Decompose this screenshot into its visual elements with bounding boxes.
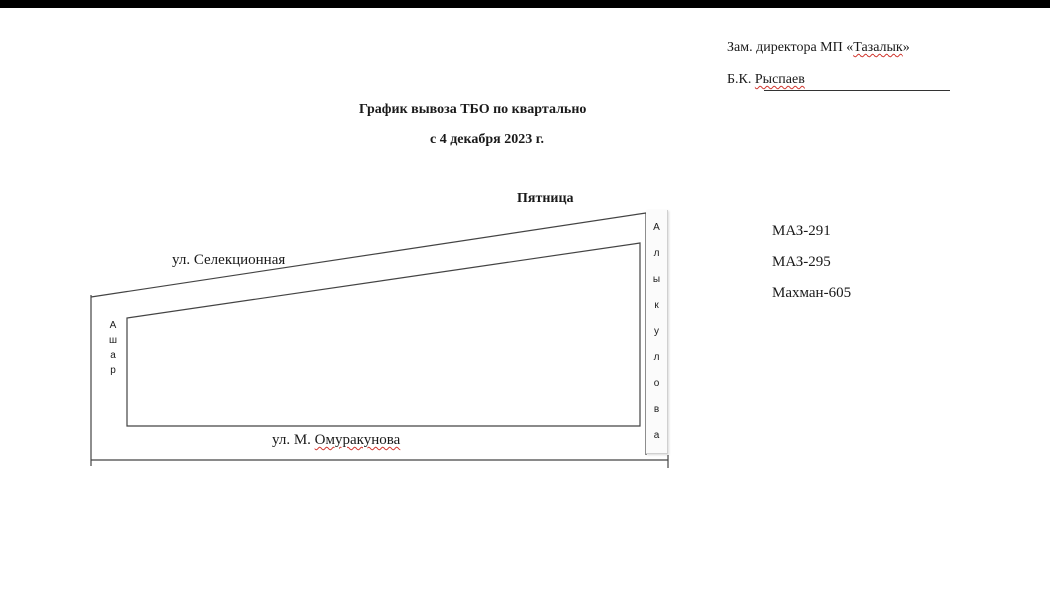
vertical-letter: л	[653, 247, 660, 259]
street-label-ashar-vertical	[106, 318, 120, 378]
street-label-omurakunova	[272, 432, 400, 449]
approval-role-prefix: Зам. директора МП «	[727, 40, 854, 55]
vehicle-item: Махман-605	[772, 285, 852, 301]
approval-company-name: Тазалык	[853, 40, 903, 55]
outer-street-border	[91, 213, 646, 455]
vertical-letter: л	[653, 352, 660, 364]
inner-block	[127, 243, 640, 426]
approval-surname: Рыспаев	[754, 72, 805, 87]
vehicle-item: МАЗ-295	[772, 254, 831, 270]
approval-initials: Б.К.	[727, 72, 755, 87]
vertical-letter: у	[654, 325, 659, 337]
vertical-letter: А	[653, 221, 660, 233]
vertical-letter: о	[653, 378, 660, 390]
vertical-letter: р	[110, 365, 116, 376]
street-label-alykulova-vertical	[646, 210, 668, 454]
street-bottom-name: Омуракунова	[314, 432, 401, 448]
vertical-letter: ш	[108, 335, 118, 346]
street-bottom-prefix: ул. М.	[272, 432, 315, 448]
vertical-letter: а	[653, 430, 660, 442]
vertical-letter: ы	[652, 273, 661, 285]
schedule-date: с 4 декабря 2023 г.	[430, 132, 545, 147]
vertical-letter: А	[109, 320, 117, 331]
vertical-letter: в	[653, 404, 660, 416]
approval-role-suffix: »	[902, 40, 910, 55]
vertical-letter: а	[110, 350, 116, 361]
vehicle-list	[772, 222, 851, 315]
street-label-selektsionnaya: ул. Селекционная	[172, 252, 286, 268]
schedule-title: График вывоза ТБО по квартально	[359, 102, 587, 117]
vehicle-item: МАЗ-291	[772, 223, 831, 239]
schedule-day: Пятница	[517, 191, 574, 206]
vertical-letter: к	[654, 299, 659, 311]
